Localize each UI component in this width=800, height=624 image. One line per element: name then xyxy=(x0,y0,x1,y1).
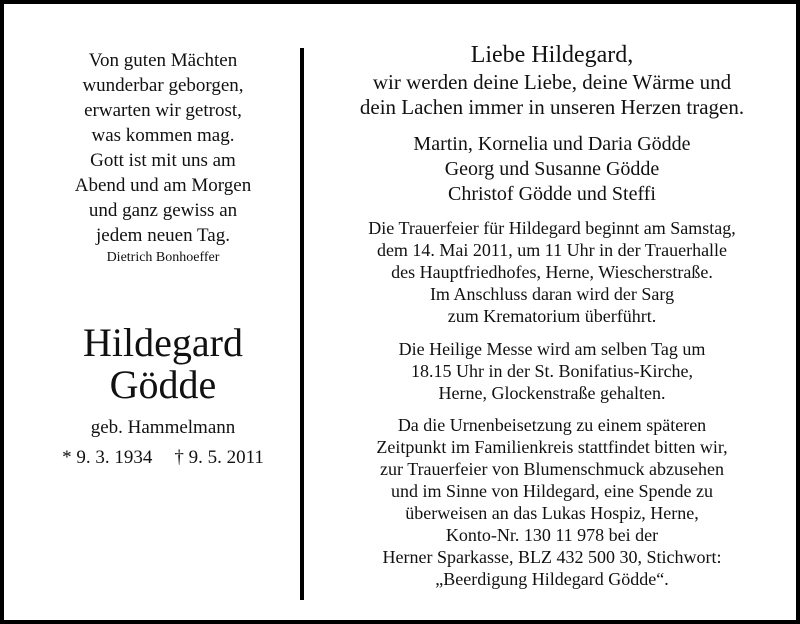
family-line: Martin, Kornelia und Daria Gödde xyxy=(413,133,691,155)
poem-line: jedem neuen Tag. xyxy=(96,225,230,246)
funeral-line: zum Krematorium überführt. xyxy=(447,306,657,326)
donation-line: Da die Urnenbeisetzung zu einem späteren xyxy=(397,415,707,435)
poem-line: Gott ist mit uns am xyxy=(90,150,236,171)
poem-block xyxy=(32,48,294,268)
vertical-divider xyxy=(300,48,304,600)
donation-line: Zeitpunkt im Familienkreis stattfindet bitten wir, xyxy=(376,437,728,457)
family-line: Christof Gödde und Steffi xyxy=(448,183,656,205)
poem-line: wunderbar geborgen, xyxy=(82,75,244,96)
funeral-line: des Hauptfriedhofes, Herne, Wiescherstraße. xyxy=(391,262,713,282)
deceased-block xyxy=(32,322,294,470)
poem-author: Dietrich Bonhoeffer xyxy=(106,250,220,265)
funeral-line: dem 14. Mai 2011, um 11 Uhr in der Trauerhalle xyxy=(376,240,728,260)
mass-line: 18.15 Uhr in der St. Bonifatius-Kirche, xyxy=(411,361,693,381)
family-line: Georg und Susanne Gödde xyxy=(444,158,660,180)
poem-line: erwarten wir getrost, xyxy=(84,100,242,121)
donation-line: „Beerdigung Hildegard Gödde“. xyxy=(435,569,669,589)
death-date: † 9. 5. 2011 xyxy=(174,447,264,468)
life-dates xyxy=(32,446,294,470)
mass-info xyxy=(314,338,790,404)
mass-line: Herne, Glockenstraße gehalten. xyxy=(438,383,666,403)
greeting-title: Liebe Hildegard, xyxy=(470,42,634,68)
donation-line: Konto-Nr. 130 11 978 bei der xyxy=(445,525,659,545)
donation-line: Herner Sparkasse, BLZ 432 500 30, Stichwort: xyxy=(382,547,722,567)
donation-line: überweisen an das Lukas Hospiz, Herne, xyxy=(405,503,699,523)
greeting-line: wir werden deine Liebe, deine Wärme und xyxy=(372,70,732,94)
donation-line: und im Sinne von Hildegard, eine Spende zu xyxy=(391,481,713,501)
message-block xyxy=(314,40,790,590)
funeral-info xyxy=(314,217,790,327)
greeting-line: dein Lachen immer in unseren Herzen tragen. xyxy=(359,95,745,119)
donation-info xyxy=(314,414,790,590)
birth-date: * 9. 3. 1934 xyxy=(62,447,153,468)
poem-line: was kommen mag. xyxy=(91,125,235,146)
funeral-line: Im Anschluss daran wird der Sarg xyxy=(429,284,675,304)
mass-line: Die Heilige Messe wird am selben Tag um xyxy=(398,339,706,359)
deceased-last-name: Gödde xyxy=(109,362,217,407)
poem-line: Abend und am Morgen xyxy=(74,175,252,196)
poem-line: Von guten Mächten xyxy=(88,50,238,71)
poem-line: und ganz gewiss an xyxy=(88,200,238,221)
maiden-name: geb. Hammelmann xyxy=(90,417,236,438)
greeting xyxy=(314,40,790,120)
poem-text xyxy=(32,48,294,248)
deceased-first-name: Hildegard xyxy=(83,320,243,365)
donation-line: zur Trauerfeier von Blumenschmuck abzusehen xyxy=(380,459,724,479)
family-members xyxy=(314,132,790,207)
funeral-line: Die Trauerfeier für Hildegard beginnt am Samstag, xyxy=(368,218,736,238)
